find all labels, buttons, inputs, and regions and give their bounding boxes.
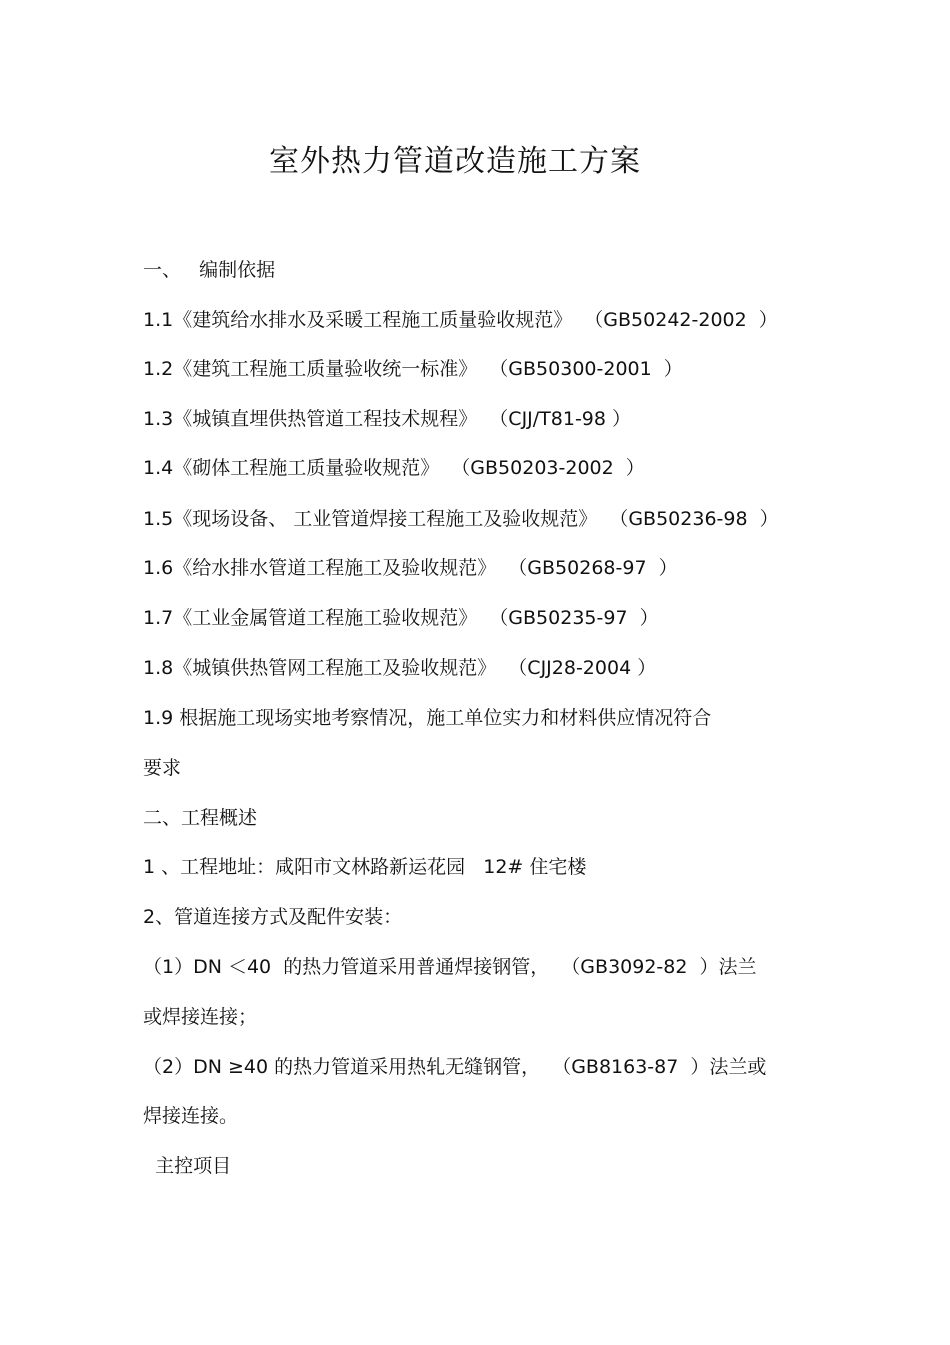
reference-item: 1.5《现场设备、 工业管道焊接工程施工及验收规范》 （GB50236-98 ） xyxy=(143,508,779,530)
reference-item: 1.3《城镇直埋供热管道工程技术规程》 （CJJ/T81-98 ） xyxy=(143,408,632,430)
paragraph-line: （1）DN ＜40 的热力管道采用普通焊接钢管， （GB3092-82 ）法兰 xyxy=(143,956,757,978)
paragraph-line: 2、管道连接方式及配件安装： xyxy=(143,906,403,928)
paragraph-line: 1 、工程地址：咸阳市文林路新运花园 12# 住宅楼 xyxy=(143,856,587,878)
reference-item: 1.2《建筑工程施工质量验收统一标准》 （GB50300-2001 ） xyxy=(143,358,683,380)
document-title: 室外热力管道改造施工方案 xyxy=(269,144,641,179)
reference-item: 1.4《砌体工程施工质量验收规范》 （GB50203-2002 ） xyxy=(143,457,645,479)
paragraph-line: 要求 xyxy=(143,757,182,779)
subsection-heading: 主控项目 xyxy=(143,1155,232,1177)
reference-item: 1.8《城镇供热管网工程施工及验收规范》 （CJJ28-2004 ） xyxy=(143,657,657,679)
section-heading-basis: 一、 编制依据 xyxy=(143,259,276,281)
reference-item: 1.6《给水排水管道工程施工及验收规范》 （GB50268-97 ） xyxy=(143,557,678,579)
reference-item: 1.7《工业金属管道工程施工验收规范》 （GB50235-97 ） xyxy=(143,607,659,629)
paragraph-line: 或焊接连接； xyxy=(143,1006,258,1028)
paragraph-line: 焊接连接。 xyxy=(143,1105,239,1127)
reference-item: 1.1《建筑给水排水及采暖工程施工质量验收规范》 （GB50242-2002 ） xyxy=(143,309,778,331)
section-heading-overview: 二、工程概述 xyxy=(143,807,258,829)
reference-item: 1.9 根据施工现场实地考察情况，施工单位实力和材料供应情况符合 xyxy=(143,707,712,729)
paragraph-line: （2）DN ≥40 的热力管道采用热轧无缝钢管， （GB8163-87 ）法兰或 xyxy=(143,1056,767,1078)
